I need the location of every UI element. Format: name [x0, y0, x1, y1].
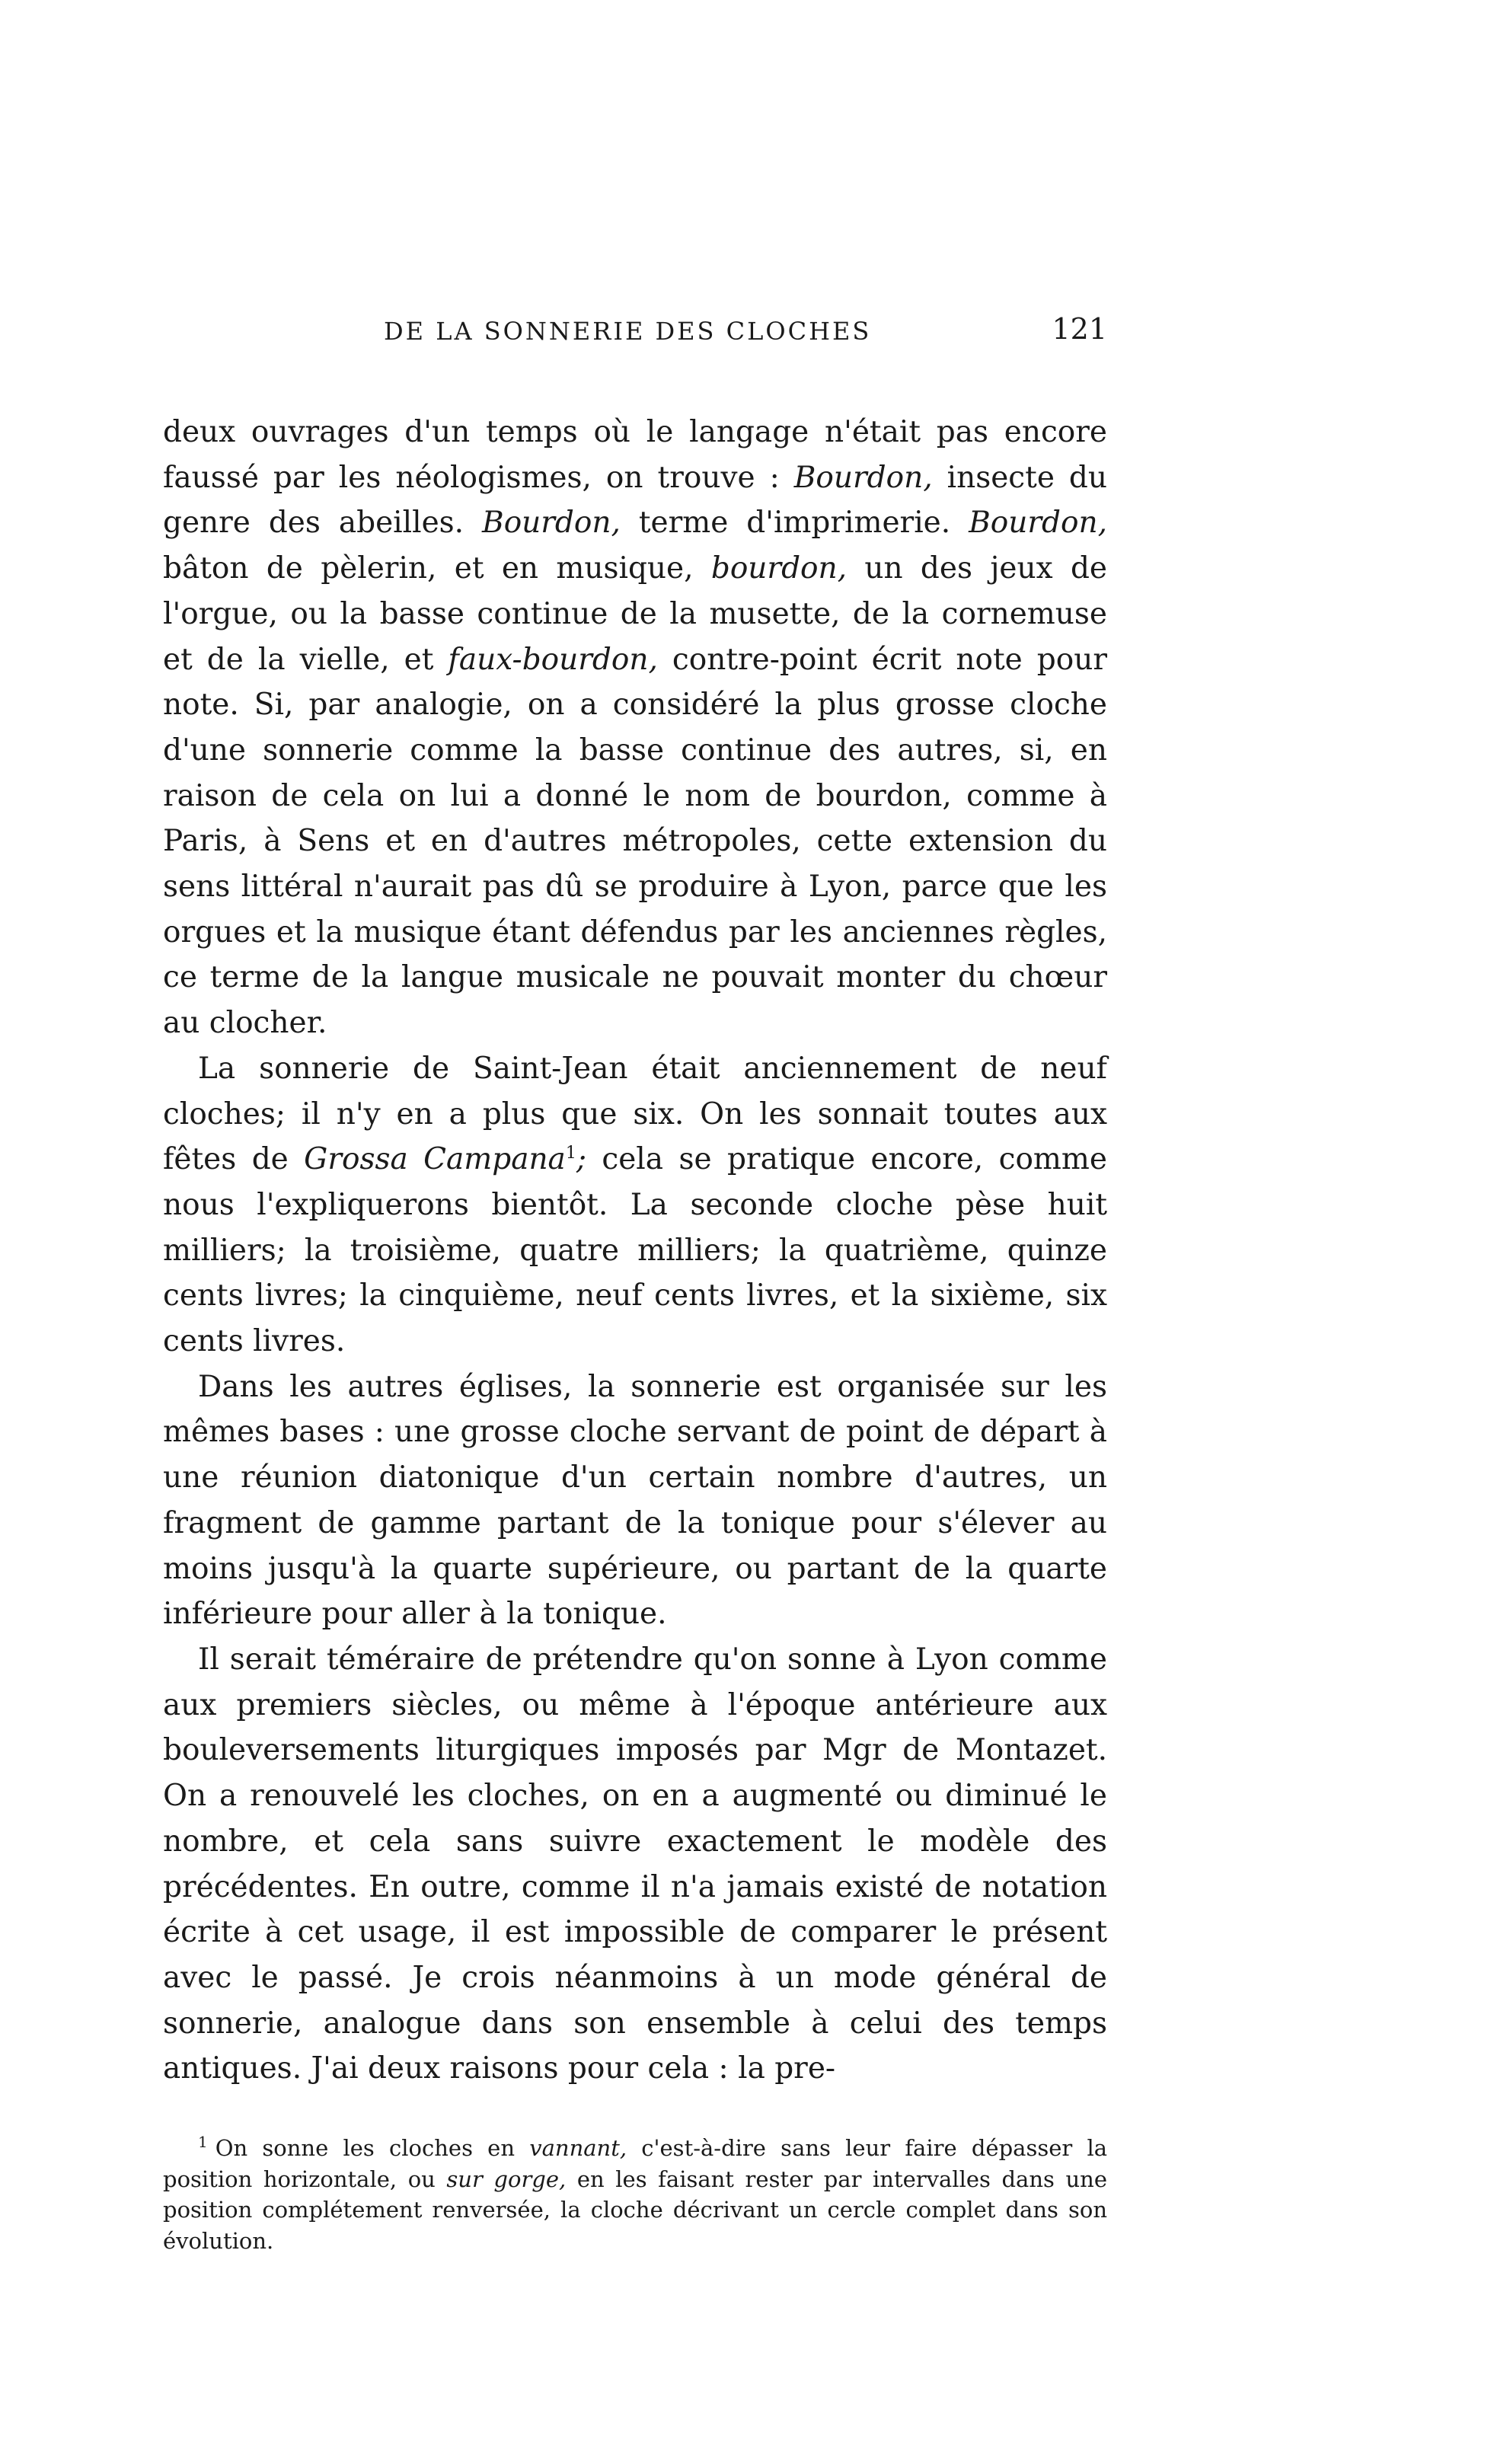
paragraph — [163, 410, 1107, 1046]
italic-text: Bourdon, — [793, 460, 933, 495]
footnotes — [163, 2133, 1107, 2256]
page-number: 121 — [1052, 312, 1107, 346]
footnote-mark: 1 — [198, 2133, 208, 2152]
paragraph — [163, 1364, 1107, 1637]
italic-text: bourdon, — [710, 551, 848, 586]
italic-text: Bourdon, — [969, 506, 1107, 541]
footnote — [163, 2133, 1107, 2256]
text-run: Dans les autres églises, la sonnerie est organisée sur les mêmes bases : une grosse cloche servant de point de départ à une réunion diatonique d'un certain nombre d'autres, un fragment de gamme partant de la tonique pour s'élever au moins jusqu'à la quarte supérieure, ou partant de la quarte inférieure pour aller à la tonique. — [163, 1369, 1107, 1632]
running-head — [163, 312, 1107, 361]
text-run: deux ouvrages d'un temps où le langage n'était pas encore faussé par les néologismes, on trouve : — [163, 415, 1107, 495]
text-run: en les faisant rester par intervalles dans une position complétement renversée, la cloche décrivant un cercle complet dans son évolution. — [163, 2166, 1107, 2254]
text-run: La sonnerie de Saint-Jean était anciennement de neuf cloches; il n'y en a plus que six. On les sonnait toutes aux fêtes de — [163, 1051, 1107, 1177]
text-run: insecte du genre des abeilles. — [163, 460, 1107, 541]
italic-text: ; — [576, 1142, 586, 1177]
book-page — [163, 312, 1107, 2256]
paragraph — [163, 1046, 1107, 1364]
italic-text: sur gorge, — [446, 2166, 567, 2192]
italic-text: faux-bourdon, — [448, 642, 658, 677]
text-run: c'est-à-dire sans leur faire dépasser la position horizontale, ou — [163, 2135, 1108, 2192]
text-run: bâton de pèlerin, et en musique, — [163, 551, 711, 586]
text-run: cela se pratique encore, comme nous l'expliquerons bientôt. La seconde cloche pèse huit milliers; la troisième, quatre milliers; la quatrième, quinze cents livres; la cinquième, neuf cents livres, et la sixième, six cents livres. — [163, 1142, 1107, 1359]
footnote-reference: 1 — [565, 1144, 576, 1163]
text-run: On sonne les cloches en — [215, 2135, 530, 2162]
paragraph — [163, 1637, 1107, 2092]
italic-text: Bourdon, — [482, 506, 621, 541]
italic-text: vannant, — [529, 2135, 627, 2162]
text-run: Il serait téméraire de prétendre qu'on sonne à Lyon comme aux premiers siècles, ou même à l'époque antérieure aux bouleversements liturgiques imposés par Mgr de Montazet. On a renouvelé les cloches, on en a augmenté ou diminué le nombre, et cela sans suivre exactement le modèle des précédentes. En outre, comme il n'a jamais existé de notation écrite à cet usage, il est impossible de comparer le présent avec le passé. Je crois néanmoins à un mode général de sonnerie, analogue dans son ensemble à celui des temps antiques. J'ai deux raisons pour cela : la pre- — [163, 1642, 1107, 2086]
body-text — [163, 410, 1107, 2092]
text-run: terme d'imprimerie. — [620, 506, 969, 541]
text-run: contre-point écrit note pour note. Si, par analogie, on a considéré la plus grosse cloche d'une sonnerie comme la basse continue des autres, si, en raison de cela on lui a donné le nom de bourdon, comme à Paris, à Sens et en d'autres métropoles, cette extension du sens littéral n'aurait pas dû se produire à Lyon, parce que les orgues et la musique étant défendus par les anciennes règles, ce terme de la langue musicale ne pouvait monter du chœur au clocher. — [163, 642, 1107, 1041]
running-title: DE LA SONNERIE DES CLOCHES — [384, 317, 872, 346]
italic-text: Grossa Campana — [304, 1142, 566, 1177]
text-run: un des jeux de l'orgue, ou la basse continue de la musette, de la cornemuse et de la vielle, et — [163, 551, 1107, 677]
